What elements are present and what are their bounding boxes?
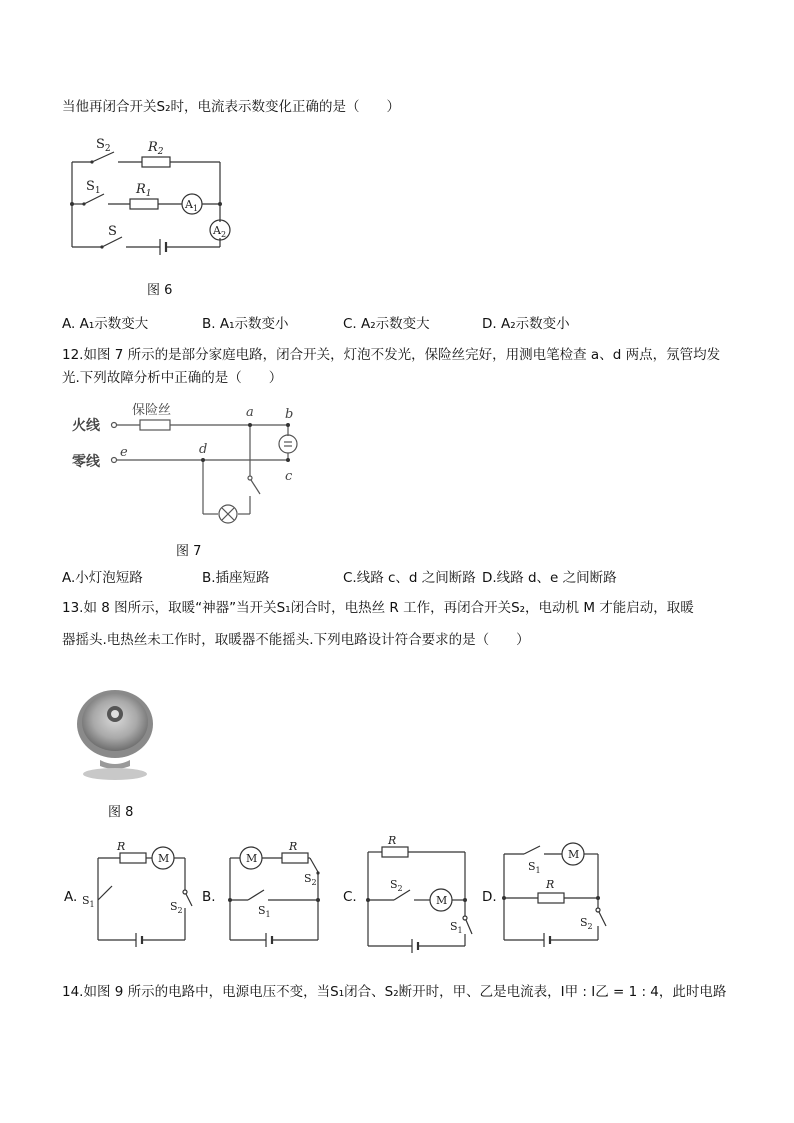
q11-option-b: B. A₁示数变小 bbox=[202, 316, 289, 332]
q12-stem-line1: 12.如图 7 所示的是部分家庭电路，闭合开关，灯泡不发光，保险丝完好，用测电笔检查 a、d 两点，氖管均发 bbox=[62, 347, 721, 363]
q13-stem-line1: 13.如 8 图所示，取暖“神器”当开关S₁闭合时，电热丝 R 工作，再闭合开关S₂，电动机 M 才能启动，取暖 bbox=[62, 600, 694, 616]
figure-6-circuit bbox=[62, 132, 242, 260]
q13-circuit-a bbox=[80, 838, 200, 950]
q13-stem-line2: 器摇头.电热丝未工作时，取暖器不能摇头.下列电路设计符合要求的是（ ） bbox=[62, 632, 530, 648]
figure-7-caption: 图 7 bbox=[176, 544, 202, 559]
label-r1: $R_1$ bbox=[136, 182, 152, 199]
label-neutral-wire: 零线 bbox=[72, 454, 100, 470]
svg-text:R: R bbox=[546, 878, 555, 891]
label-fuse: 保险丝 bbox=[132, 403, 172, 418]
figure-7-circuit bbox=[72, 398, 312, 536]
q13-option-c-letter: C. bbox=[343, 889, 357, 905]
label-e: e bbox=[120, 445, 128, 460]
svg-text:R: R bbox=[289, 840, 298, 853]
q12-option-b: B.插座短路 bbox=[202, 570, 270, 586]
svg-text:S2: $S_2$ bbox=[580, 916, 593, 931]
q14-stem: 14.如图 9 所示的电路中，电源电压不变，当S₁闭合、S₂断开时，甲、乙是电流表，I甲 : I乙 = 1 : 4，此时电路 bbox=[62, 984, 727, 1000]
q13-option-b-letter: B. bbox=[202, 889, 216, 905]
svg-text:M: M bbox=[158, 852, 170, 865]
q12-option-a: A.小灯泡短路 bbox=[62, 570, 143, 586]
label-s1: $S_1$ bbox=[86, 179, 101, 196]
q12-option-c: C.线路 c、d 之间断路 bbox=[343, 570, 476, 586]
q13-option-d-letter: D. bbox=[482, 889, 497, 905]
heater-photo bbox=[70, 668, 160, 786]
svg-text:S1: $S_1$ bbox=[528, 860, 541, 875]
svg-text:R: R bbox=[117, 840, 126, 853]
svg-text:M: M bbox=[568, 848, 580, 861]
q11-stem: 当他再闭合开关S₂时，电流表示数变化正确的是（ ） bbox=[62, 99, 400, 115]
label-r2: $R_2$ bbox=[148, 140, 164, 157]
svg-text:S2: $S_2$ bbox=[304, 872, 317, 887]
svg-text:S2: $S_2$ bbox=[170, 900, 183, 915]
q11-option-d: D. A₂示数变小 bbox=[482, 316, 570, 332]
q13-circuit-c bbox=[360, 830, 485, 955]
label-b: b bbox=[285, 407, 294, 422]
label-a1: $A_1$ bbox=[185, 198, 199, 213]
svg-text:M: M bbox=[436, 894, 448, 907]
svg-text:S2: $S_2$ bbox=[390, 878, 403, 893]
q11-option-a: A. A₁示数变大 bbox=[62, 316, 149, 332]
label-s: S bbox=[108, 224, 117, 239]
q13-circuit-d bbox=[498, 838, 616, 950]
q13-option-a-letter: A. bbox=[64, 889, 78, 905]
figure-6-caption: 图 6 bbox=[147, 283, 173, 298]
label-a2: $A_2$ bbox=[213, 224, 227, 239]
q12-option-d: D.线路 d、e 之间断路 bbox=[482, 570, 617, 586]
label-c: c bbox=[285, 469, 293, 484]
svg-text:S1: $S_1$ bbox=[258, 904, 271, 919]
label-live-wire: 火线 bbox=[72, 418, 100, 434]
label-d: d bbox=[199, 442, 208, 457]
label-a: a bbox=[246, 405, 254, 420]
svg-text:M: M bbox=[246, 852, 258, 865]
label-s2: $S_2$ bbox=[96, 137, 111, 154]
svg-text:R: R bbox=[388, 834, 397, 847]
figure-8-caption: 图 8 bbox=[108, 805, 134, 820]
svg-text:S1: $S_1$ bbox=[450, 920, 463, 935]
svg-text:S1: $S_1$ bbox=[82, 894, 95, 909]
q11-option-c: C. A₂示数变大 bbox=[343, 316, 430, 332]
q13-circuit-b bbox=[218, 838, 338, 950]
q12-stem-line2: 光.下列故障分析中正确的是（ ） bbox=[62, 370, 283, 386]
